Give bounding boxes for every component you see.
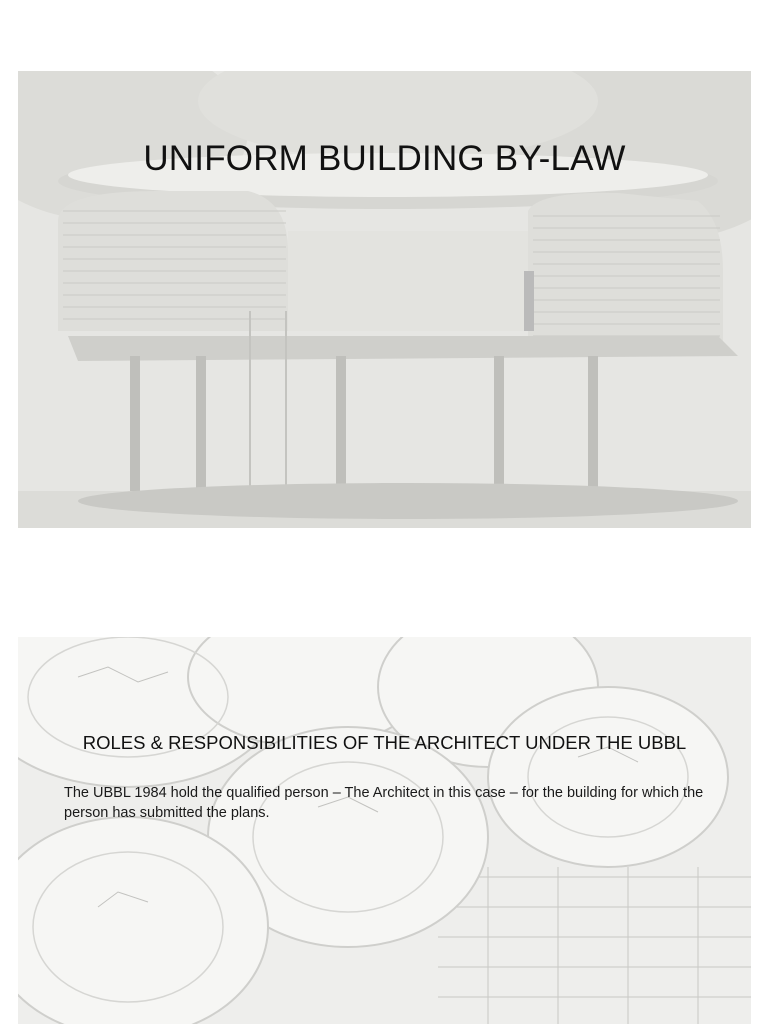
content-slide [18, 637, 751, 1024]
slide-title: UNIFORM BUILDING BY-LAW [143, 139, 626, 178]
slide-body-text: The UBBL 1984 hold the qualified person – The Architect in this case – for the building for which the person has submitted the plans. [64, 785, 704, 821]
blueprint-rolls-background-image [18, 637, 751, 1024]
title-slide [18, 71, 751, 528]
slide-heading: ROLES & RESPONSIBILITIES OF THE ARCHITECT UNDER THE UBBL [82, 732, 687, 753]
